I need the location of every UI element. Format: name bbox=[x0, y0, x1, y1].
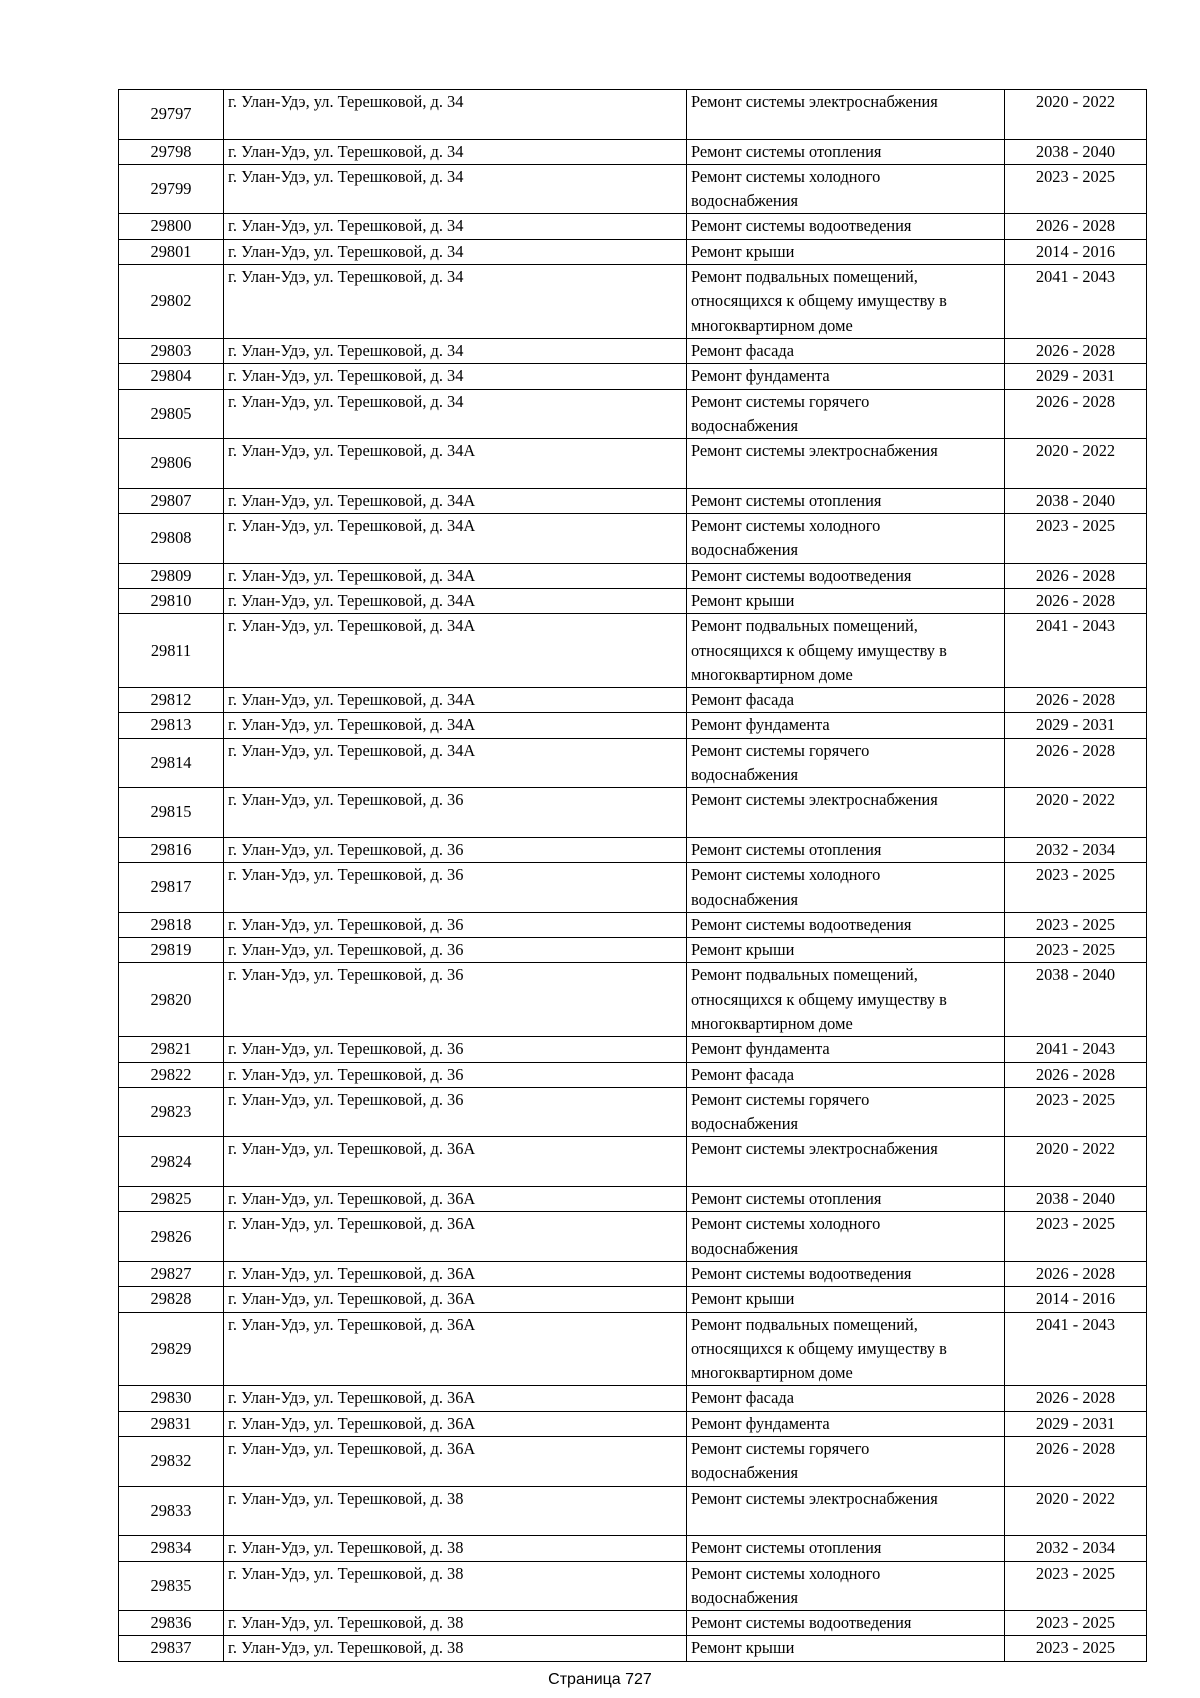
row-years: 2026 - 2028 bbox=[1005, 338, 1147, 363]
work-line: Ремонт фундамента bbox=[691, 1413, 830, 1433]
row-number: 29825 bbox=[119, 1187, 224, 1212]
work-line: Ремонт подвальных помещений, bbox=[691, 267, 918, 287]
row-work-type bbox=[687, 1187, 1005, 1212]
row-number: 29818 bbox=[119, 912, 224, 937]
table-row bbox=[119, 863, 1147, 913]
work-line: Ремонт фасада bbox=[691, 340, 795, 360]
work-line: Ремонт системы холодного bbox=[691, 166, 881, 186]
row-years: 2023 - 2025 bbox=[1005, 863, 1147, 913]
work-line: Ремонт подвальных помещений, bbox=[691, 1314, 918, 1334]
work-line: Ремонт системы горячего bbox=[691, 391, 870, 411]
work-line: Ремонт системы холодного bbox=[691, 865, 881, 885]
table-row bbox=[119, 1261, 1147, 1286]
row-years: 2029 - 2031 bbox=[1005, 713, 1147, 738]
work-line: водоснабжения bbox=[691, 415, 799, 435]
row-address: г. Улан-Удэ, ул. Терешковой, д. 36А bbox=[224, 1137, 687, 1187]
row-number: 29820 bbox=[119, 963, 224, 1037]
work-line: Ремонт крыши bbox=[691, 1638, 795, 1658]
table-row bbox=[119, 1287, 1147, 1312]
row-years: 2038 - 2040 bbox=[1005, 963, 1147, 1037]
row-years: 2023 - 2025 bbox=[1005, 1212, 1147, 1262]
row-years: 2020 - 2022 bbox=[1005, 439, 1147, 489]
row-work-type bbox=[687, 912, 1005, 937]
work-line: Ремонт системы холодного bbox=[691, 1214, 881, 1234]
table-row bbox=[119, 963, 1147, 1037]
table-row bbox=[119, 514, 1147, 564]
row-work-type bbox=[687, 1561, 1005, 1611]
row-work-type bbox=[687, 1037, 1005, 1062]
row-address: г. Улан-Удэ, ул. Терешковой, д. 38 bbox=[224, 1486, 687, 1536]
row-years: 2026 - 2028 bbox=[1005, 389, 1147, 439]
row-work-type bbox=[687, 1137, 1005, 1187]
row-number: 29810 bbox=[119, 588, 224, 613]
row-address: г. Улан-Удэ, ул. Терешковой, д. 34А bbox=[224, 588, 687, 613]
work-line: Ремонт системы отопления bbox=[691, 1538, 882, 1558]
table-row bbox=[119, 713, 1147, 738]
row-number: 29803 bbox=[119, 338, 224, 363]
row-years: 2023 - 2025 bbox=[1005, 1636, 1147, 1661]
row-years: 2041 - 2043 bbox=[1005, 1312, 1147, 1386]
row-number: 29816 bbox=[119, 837, 224, 862]
row-work-type bbox=[687, 514, 1005, 564]
table-row bbox=[119, 338, 1147, 363]
row-work-type bbox=[687, 214, 1005, 239]
row-years: 2038 - 2040 bbox=[1005, 139, 1147, 164]
row-address: г. Улан-Удэ, ул. Терешковой, д. 36 bbox=[224, 1062, 687, 1087]
work-line: Ремонт системы водоотведения bbox=[691, 1613, 912, 1633]
row-number: 29815 bbox=[119, 788, 224, 838]
row-work-type bbox=[687, 439, 1005, 489]
row-number: 29814 bbox=[119, 738, 224, 788]
row-work-type bbox=[687, 837, 1005, 862]
work-line: водоснабжения bbox=[691, 1463, 799, 1483]
row-address: г. Улан-Удэ, ул. Терешковой, д. 36 bbox=[224, 788, 687, 838]
row-address: г. Улан-Удэ, ул. Терешковой, д. 36 bbox=[224, 1087, 687, 1137]
table-row bbox=[119, 1536, 1147, 1561]
row-address: г. Улан-Удэ, ул. Терешковой, д. 36А bbox=[224, 1187, 687, 1212]
row-address: г. Улан-Удэ, ул. Терешковой, д. 34 bbox=[224, 265, 687, 339]
row-address: г. Улан-Удэ, ул. Терешковой, д. 34 bbox=[224, 338, 687, 363]
table-row bbox=[119, 614, 1147, 688]
row-address: г. Улан-Удэ, ул. Терешковой, д. 34А bbox=[224, 688, 687, 713]
table-row bbox=[119, 90, 1147, 140]
row-address: г. Улан-Удэ, ул. Терешковой, д. 36 bbox=[224, 912, 687, 937]
row-work-type bbox=[687, 1386, 1005, 1411]
row-number: 29819 bbox=[119, 938, 224, 963]
row-years: 2026 - 2028 bbox=[1005, 738, 1147, 788]
table-row bbox=[119, 688, 1147, 713]
table-row bbox=[119, 1486, 1147, 1536]
table-row bbox=[119, 788, 1147, 838]
work-line: Ремонт системы отопления bbox=[691, 490, 882, 510]
table-row bbox=[119, 164, 1147, 214]
row-address: г. Улан-Удэ, ул. Терешковой, д. 34А bbox=[224, 738, 687, 788]
row-years: 2020 - 2022 bbox=[1005, 1486, 1147, 1536]
row-years: 2041 - 2043 bbox=[1005, 614, 1147, 688]
work-line: Ремонт фундамента bbox=[691, 715, 830, 735]
row-work-type bbox=[687, 139, 1005, 164]
work-line: относящихся к общему имуществу в bbox=[691, 989, 947, 1009]
table-row bbox=[119, 1137, 1147, 1187]
row-work-type bbox=[687, 788, 1005, 838]
row-work-type bbox=[687, 588, 1005, 613]
work-line: водоснабжения bbox=[691, 1114, 799, 1134]
row-work-type bbox=[687, 713, 1005, 738]
row-address: г. Улан-Удэ, ул. Терешковой, д. 36А bbox=[224, 1411, 687, 1436]
row-years: 2029 - 2031 bbox=[1005, 364, 1147, 389]
row-address: г. Улан-Удэ, ул. Терешковой, д. 34 bbox=[224, 239, 687, 264]
row-work-type bbox=[687, 738, 1005, 788]
work-line: Ремонт фундамента bbox=[691, 1039, 830, 1059]
work-line: Ремонт крыши bbox=[691, 940, 795, 960]
work-line: водоснабжения bbox=[691, 1238, 799, 1258]
row-address: г. Улан-Удэ, ул. Терешковой, д. 36А bbox=[224, 1212, 687, 1262]
row-address: г. Улан-Удэ, ул. Терешковой, д. 36А bbox=[224, 1287, 687, 1312]
row-years: 2023 - 2025 bbox=[1005, 1087, 1147, 1137]
row-years: 2020 - 2022 bbox=[1005, 90, 1147, 140]
row-years: 2032 - 2034 bbox=[1005, 1536, 1147, 1561]
row-work-type bbox=[687, 1536, 1005, 1561]
row-work-type bbox=[687, 488, 1005, 513]
table-row bbox=[119, 239, 1147, 264]
row-work-type bbox=[687, 1486, 1005, 1536]
row-address: г. Улан-Удэ, ул. Терешковой, д. 38 bbox=[224, 1636, 687, 1661]
row-address: г. Улан-Удэ, ул. Терешковой, д. 36А bbox=[224, 1437, 687, 1487]
row-number: 29799 bbox=[119, 164, 224, 214]
row-years: 2023 - 2025 bbox=[1005, 164, 1147, 214]
table-row bbox=[119, 1611, 1147, 1636]
row-work-type bbox=[687, 364, 1005, 389]
row-number: 29802 bbox=[119, 265, 224, 339]
repair-schedule-table bbox=[118, 89, 1147, 1662]
table-row bbox=[119, 938, 1147, 963]
table-row bbox=[119, 837, 1147, 862]
table-row bbox=[119, 1187, 1147, 1212]
row-address: г. Улан-Удэ, ул. Терешковой, д. 38 bbox=[224, 1611, 687, 1636]
row-years: 2026 - 2028 bbox=[1005, 688, 1147, 713]
row-address: г. Улан-Удэ, ул. Терешковой, д. 36А bbox=[224, 1312, 687, 1386]
row-years: 2041 - 2043 bbox=[1005, 265, 1147, 339]
work-line: относящихся к общему имуществу в bbox=[691, 640, 947, 660]
row-years: 2026 - 2028 bbox=[1005, 1437, 1147, 1487]
work-line: Ремонт системы горячего bbox=[691, 1439, 870, 1459]
row-number: 29827 bbox=[119, 1261, 224, 1286]
row-number: 29817 bbox=[119, 863, 224, 913]
work-line: Ремонт фасада bbox=[691, 1064, 795, 1084]
work-line: Ремонт системы холодного bbox=[691, 1563, 881, 1583]
row-number: 29812 bbox=[119, 688, 224, 713]
row-work-type bbox=[687, 164, 1005, 214]
row-address: г. Улан-Удэ, ул. Терешковой, д. 34А bbox=[224, 563, 687, 588]
row-number: 29822 bbox=[119, 1062, 224, 1087]
row-number: 29805 bbox=[119, 389, 224, 439]
work-line: Ремонт крыши bbox=[691, 590, 795, 610]
table-row bbox=[119, 563, 1147, 588]
table-row bbox=[119, 1636, 1147, 1661]
table-row bbox=[119, 1037, 1147, 1062]
table-row bbox=[119, 1212, 1147, 1262]
work-line: Ремонт системы водоотведения bbox=[691, 914, 912, 934]
row-work-type bbox=[687, 1261, 1005, 1286]
row-address: г. Улан-Удэ, ул. Терешковой, д. 34А bbox=[224, 713, 687, 738]
work-line: Ремонт системы электроснабжения bbox=[691, 92, 938, 111]
row-address: г. Улан-Удэ, ул. Терешковой, д. 34 bbox=[224, 214, 687, 239]
work-line: Ремонт системы электроснабжения bbox=[691, 1139, 938, 1159]
row-years: 2041 - 2043 bbox=[1005, 1037, 1147, 1062]
row-number: 29821 bbox=[119, 1037, 224, 1062]
row-number: 29824 bbox=[119, 1137, 224, 1187]
work-line: Ремонт системы электроснабжения bbox=[691, 441, 938, 461]
work-line: относящихся к общему имуществу в bbox=[691, 291, 947, 311]
row-number: 29834 bbox=[119, 1536, 224, 1561]
row-address: г. Улан-Удэ, ул. Терешковой, д. 36А bbox=[224, 1261, 687, 1286]
row-number: 29826 bbox=[119, 1212, 224, 1262]
row-address: г. Улан-Удэ, ул. Терешковой, д. 34А bbox=[224, 439, 687, 489]
row-address: г. Улан-Удэ, ул. Терешковой, д. 36 bbox=[224, 863, 687, 913]
work-line: многоквартирном доме bbox=[691, 315, 853, 335]
row-address: г. Улан-Удэ, ул. Терешковой, д. 36 bbox=[224, 938, 687, 963]
row-years: 2038 - 2040 bbox=[1005, 488, 1147, 513]
row-years: 2023 - 2025 bbox=[1005, 1611, 1147, 1636]
row-years: 2032 - 2034 bbox=[1005, 837, 1147, 862]
work-line bbox=[691, 114, 1000, 138]
document-page bbox=[118, 89, 1146, 1662]
row-years: 2026 - 2028 bbox=[1005, 1062, 1147, 1087]
row-work-type bbox=[687, 1212, 1005, 1262]
row-years: 2020 - 2022 bbox=[1005, 1137, 1147, 1187]
table-row bbox=[119, 265, 1147, 339]
table-row bbox=[119, 364, 1147, 389]
work-line: многоквартирном доме bbox=[691, 1013, 853, 1033]
row-work-type bbox=[687, 1312, 1005, 1386]
work-line: Ремонт системы водоотведения bbox=[691, 1263, 912, 1283]
row-number: 29809 bbox=[119, 563, 224, 588]
row-number: 29832 bbox=[119, 1437, 224, 1487]
row-number: 29806 bbox=[119, 439, 224, 489]
row-address: г. Улан-Удэ, ул. Терешковой, д. 34 bbox=[224, 164, 687, 214]
row-address: г. Улан-Удэ, ул. Терешковой, д. 34 bbox=[224, 364, 687, 389]
row-address: г. Улан-Удэ, ул. Терешковой, д. 34 bbox=[224, 139, 687, 164]
row-work-type bbox=[687, 688, 1005, 713]
row-address: г. Улан-Удэ, ул. Терешковой, д. 36А bbox=[224, 1386, 687, 1411]
row-years: 2014 - 2016 bbox=[1005, 239, 1147, 264]
row-number: 29800 bbox=[119, 214, 224, 239]
row-work-type bbox=[687, 963, 1005, 1037]
table-row bbox=[119, 1561, 1147, 1611]
work-line: Ремонт подвальных помещений, bbox=[691, 965, 918, 985]
work-line: многоквартирном доме bbox=[691, 1363, 853, 1383]
row-work-type bbox=[687, 239, 1005, 264]
row-address: г. Улан-Удэ, ул. Терешковой, д. 36 bbox=[224, 1037, 687, 1062]
work-line: относящихся к общему имуществу в bbox=[691, 1338, 947, 1358]
row-address: г. Улан-Удэ, ул. Терешковой, д. 38 bbox=[224, 1536, 687, 1561]
row-years: 2026 - 2028 bbox=[1005, 588, 1147, 613]
work-line: Ремонт системы водоотведения bbox=[691, 565, 912, 585]
work-line: Ремонт фундамента bbox=[691, 366, 830, 386]
row-work-type bbox=[687, 1087, 1005, 1137]
work-line bbox=[691, 463, 1000, 487]
row-number: 29801 bbox=[119, 239, 224, 264]
row-work-type bbox=[687, 1437, 1005, 1487]
row-number: 29798 bbox=[119, 139, 224, 164]
work-line: водоснабжения bbox=[691, 889, 799, 909]
row-years: 2014 - 2016 bbox=[1005, 1287, 1147, 1312]
work-line bbox=[691, 1162, 1000, 1186]
table-body bbox=[119, 90, 1147, 1662]
row-years: 2023 - 2025 bbox=[1005, 514, 1147, 564]
work-line: водоснабжения bbox=[691, 1587, 799, 1607]
row-work-type bbox=[687, 1411, 1005, 1436]
work-line: водоснабжения bbox=[691, 540, 799, 560]
row-work-type bbox=[687, 563, 1005, 588]
table-row bbox=[119, 1312, 1147, 1386]
work-line: многоквартирном доме bbox=[691, 664, 853, 684]
row-number: 29837 bbox=[119, 1636, 224, 1661]
row-number: 29831 bbox=[119, 1411, 224, 1436]
row-years: 2038 - 2040 bbox=[1005, 1187, 1147, 1212]
table-row bbox=[119, 912, 1147, 937]
row-number: 29829 bbox=[119, 1312, 224, 1386]
table-row bbox=[119, 488, 1147, 513]
table-row bbox=[119, 1062, 1147, 1087]
row-number: 29830 bbox=[119, 1386, 224, 1411]
page-number: Страница 727 bbox=[548, 1671, 652, 1688]
row-work-type bbox=[687, 1636, 1005, 1661]
table-row bbox=[119, 1437, 1147, 1487]
table-row bbox=[119, 214, 1147, 239]
row-years: 2029 - 2031 bbox=[1005, 1411, 1147, 1436]
table-row bbox=[119, 738, 1147, 788]
row-address: г. Улан-Удэ, ул. Терешковой, д. 38 bbox=[224, 1561, 687, 1611]
row-years: 2023 - 2025 bbox=[1005, 938, 1147, 963]
row-work-type bbox=[687, 1611, 1005, 1636]
work-line: Ремонт системы отопления bbox=[691, 141, 882, 161]
work-line: Ремонт подвальных помещений, bbox=[691, 616, 918, 636]
row-work-type bbox=[687, 389, 1005, 439]
row-years: 2026 - 2028 bbox=[1005, 214, 1147, 239]
row-years: 2026 - 2028 bbox=[1005, 1261, 1147, 1286]
row-address: г. Улан-Удэ, ул. Терешковой, д. 34А bbox=[224, 514, 687, 564]
work-line: Ремонт фасада bbox=[691, 1388, 795, 1408]
row-years: 2023 - 2025 bbox=[1005, 1561, 1147, 1611]
row-years: 2026 - 2028 bbox=[1005, 1386, 1147, 1411]
row-number: 29808 bbox=[119, 514, 224, 564]
table-row bbox=[119, 389, 1147, 439]
work-line: Ремонт крыши bbox=[691, 241, 795, 261]
row-number: 29835 bbox=[119, 1561, 224, 1611]
row-address: г. Улан-Удэ, ул. Терешковой, д. 34А bbox=[224, 614, 687, 688]
work-line bbox=[691, 1511, 1000, 1535]
work-line: Ремонт системы холодного bbox=[691, 516, 881, 536]
work-line bbox=[691, 813, 1000, 837]
table-row bbox=[119, 1087, 1147, 1137]
row-work-type bbox=[687, 614, 1005, 688]
work-line: водоснабжения bbox=[691, 765, 799, 785]
table-row bbox=[119, 139, 1147, 164]
row-address: г. Улан-Удэ, ул. Терешковой, д. 36 bbox=[224, 963, 687, 1037]
row-years: 2026 - 2028 bbox=[1005, 563, 1147, 588]
row-number: 29833 bbox=[119, 1486, 224, 1536]
row-address: г. Улан-Удэ, ул. Терешковой, д. 34А bbox=[224, 488, 687, 513]
row-years: 2023 - 2025 bbox=[1005, 912, 1147, 937]
table-row bbox=[119, 1386, 1147, 1411]
row-work-type bbox=[687, 863, 1005, 913]
row-work-type bbox=[687, 90, 1005, 140]
work-line: Ремонт системы водоотведения bbox=[691, 216, 912, 236]
row-number: 29807 bbox=[119, 488, 224, 513]
work-line: Ремонт фасада bbox=[691, 690, 795, 710]
row-number: 29823 bbox=[119, 1087, 224, 1137]
row-address: г. Улан-Удэ, ул. Терешковой, д. 34 bbox=[224, 389, 687, 439]
work-line: Ремонт крыши bbox=[691, 1289, 795, 1309]
work-line: Ремонт системы горячего bbox=[691, 740, 870, 760]
row-years: 2020 - 2022 bbox=[1005, 788, 1147, 838]
row-number: 29828 bbox=[119, 1287, 224, 1312]
row-number: 29811 bbox=[119, 614, 224, 688]
table-row bbox=[119, 439, 1147, 489]
table-row bbox=[119, 588, 1147, 613]
row-address: г. Улан-Удэ, ул. Терешковой, д. 34 bbox=[224, 90, 687, 140]
work-line: Ремонт системы горячего bbox=[691, 1089, 870, 1109]
row-number: 29804 bbox=[119, 364, 224, 389]
row-work-type bbox=[687, 338, 1005, 363]
row-work-type bbox=[687, 265, 1005, 339]
work-line: Ремонт системы отопления bbox=[691, 839, 882, 859]
row-number: 29836 bbox=[119, 1611, 224, 1636]
table-row bbox=[119, 1411, 1147, 1436]
work-line: Ремонт системы отопления bbox=[691, 1189, 882, 1209]
work-line: водоснабжения bbox=[691, 191, 799, 211]
row-number: 29813 bbox=[119, 713, 224, 738]
row-work-type bbox=[687, 1287, 1005, 1312]
row-address: г. Улан-Удэ, ул. Терешковой, д. 36 bbox=[224, 837, 687, 862]
work-line: Ремонт системы электроснабжения bbox=[691, 1488, 938, 1508]
row-number: 29797 bbox=[119, 90, 224, 140]
row-work-type bbox=[687, 1062, 1005, 1087]
row-work-type bbox=[687, 938, 1005, 963]
work-line: Ремонт системы электроснабжения bbox=[691, 790, 938, 810]
